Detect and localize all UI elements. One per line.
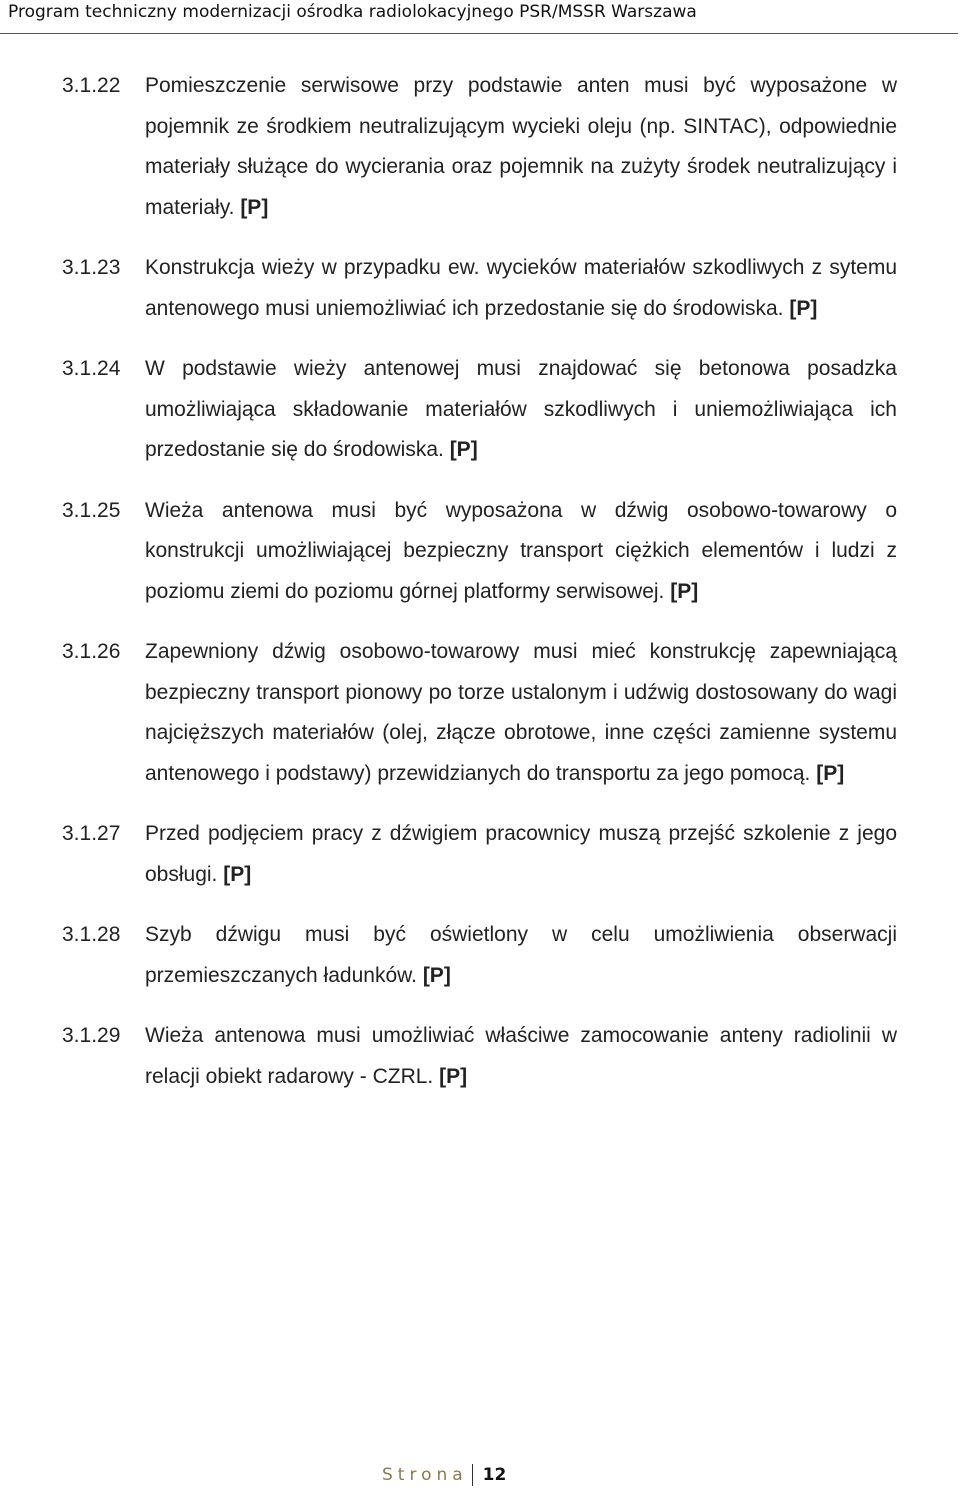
requirement-tag: [P]	[670, 579, 699, 603]
requirement-text: Szyb dźwigu musi być oświetlony w celu umożliwienia obserwacji przemieszczanych ładunków.	[145, 923, 897, 987]
requirement-tag: [P]	[223, 862, 252, 886]
requirements-list	[0, 66, 960, 1117]
requirement-number: 3.1.26	[62, 640, 121, 663]
requirement-tag: [P]	[789, 296, 818, 320]
requirement-item	[0, 915, 960, 996]
requirement-tag: [P]	[422, 963, 451, 987]
requirement-text: Pomieszczenie serwisowe przy podstawie anten musi być wyposażone w pojemnik ze środkiem neutralizującym wycieki oleju (np. SINTAC), odpowiednie materiały służące do wycierania oraz pojemnik na zużyty środek neutralizujący i materiały.	[145, 74, 897, 219]
requirement-number: 3.1.23	[62, 256, 121, 279]
requirement-text: W podstawie wieży antenowej musi znajdować się betonowa posadzka umożliwiająca składowanie materiałów szkodliwych i uniemożliwiająca ich przedostanie się do środowiska.	[145, 357, 897, 461]
requirement-text: Konstrukcja wieży w przypadku ew. wycieków materiałów szkodliwych z sytemu antenowego musi uniemożliwiać ich przedostanie się do środowiska.	[145, 256, 897, 320]
requirement-item	[0, 349, 960, 471]
requirement-tag: [P]	[240, 195, 269, 219]
header-divider	[0, 33, 958, 34]
requirement-number: 3.1.28	[62, 923, 121, 946]
requirement-item	[0, 814, 960, 895]
requirement-item	[0, 248, 960, 329]
requirement-tag: [P]	[439, 1064, 468, 1088]
requirement-text: Przed podjęciem pracy z dźwigiem pracownicy muszą przejść szkolenie z jego obsługi.	[145, 822, 897, 886]
requirement-item	[0, 632, 960, 794]
requirement-text: Wieża antenowa musi być wyposażona w dźwig osobowo-towarowy o konstrukcji umożliwiającej bezpieczny transport ciężkich elementów i ludzi z poziomu ziemi do poziomu górnej platformy serwisowej.	[145, 498, 897, 603]
page-footer	[382, 1464, 506, 1486]
requirement-tag: [P]	[449, 438, 478, 461]
requirement-item	[0, 66, 960, 228]
requirement-text: Zapewniony dźwig osobowo-towarowy musi mieć konstrukcję zapewniającą bezpieczny transport pionowy po torze ustalonym i udźwig dostosowany do wagi najcięższych materiałów (olej, złącze obrotowe, inne części zamienne systemu antenowego i podstawy) przewidzianych do transportu za jego pomocą.	[145, 640, 897, 785]
footer-divider	[472, 1464, 473, 1486]
page-number: 12	[482, 1465, 507, 1485]
requirement-item	[0, 1016, 960, 1097]
requirement-number: 3.1.22	[62, 74, 121, 97]
requirement-item	[0, 491, 960, 613]
requirement-number: 3.1.25	[62, 498, 121, 522]
requirement-number: 3.1.27	[62, 822, 121, 845]
page-label: Strona	[382, 1465, 468, 1485]
requirement-text: Wieża antenowa musi umożliwiać właściwe zamocowanie anteny radiolinii w relacji obiekt radarowy - CZRL.	[145, 1024, 897, 1088]
requirement-number: 3.1.29	[62, 1024, 121, 1047]
requirement-number: 3.1.24	[62, 357, 121, 380]
running-header: Program techniczny modernizacji ośrodka radiolokacyjnego PSR/MSSR Warszawa	[8, 2, 697, 22]
requirement-tag: [P]	[816, 761, 845, 785]
